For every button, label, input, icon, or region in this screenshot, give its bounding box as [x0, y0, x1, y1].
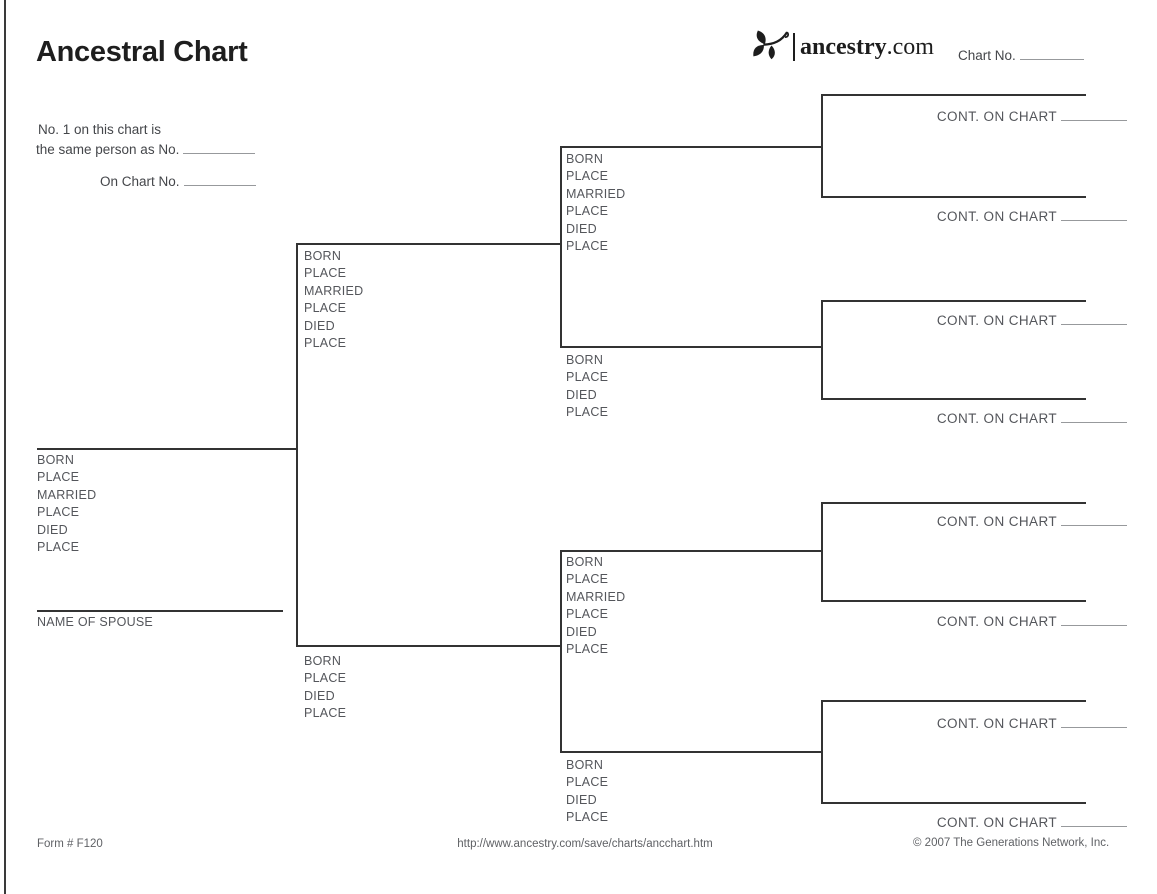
cont-on-chart-label-1: [890, 108, 1127, 124]
leaf-sprig-icon: [752, 28, 790, 66]
maternal-grandfather-name-line: [560, 550, 823, 552]
maternal-grandmother-name-line: [560, 751, 823, 753]
field-label: PLACE: [566, 810, 609, 825]
maternal-grandfather-field-labels: [566, 554, 625, 658]
cont-label-text: CONT. ON CHART: [936, 313, 1057, 328]
cont-label-text: CONT. ON CHART: [936, 514, 1057, 529]
logo-brand-text: ancestry: [800, 33, 887, 60]
cont-on-chart-label-4: [890, 410, 1127, 426]
field-label: PLACE: [566, 642, 609, 657]
field-label: BORN: [566, 152, 604, 166]
cont-chart-no-blank: [1061, 513, 1127, 526]
field-label: PLACE: [304, 671, 347, 686]
gen4-bracket1-vertical: [821, 94, 823, 198]
gen4-bracket4-vertical: [821, 700, 823, 804]
reference-line-2: [36, 141, 255, 157]
field-label: PLACE: [37, 470, 80, 485]
field-label: PLACE: [566, 405, 609, 420]
field-label: BORN: [37, 453, 75, 467]
paternal-grandfather-field-labels: [566, 151, 625, 255]
reference-line-2-text: the same person as No.: [36, 142, 180, 157]
person1-name-line: [37, 448, 297, 450]
great-grandparent5-name-line: [821, 502, 1086, 504]
footer-url: http://www.ancestry.com/save/charts/ancchart.htm: [457, 838, 713, 850]
page-title: Ancestral Chart: [36, 36, 248, 68]
father-field-labels: [304, 248, 363, 352]
field-label: PLACE: [566, 169, 609, 184]
cont-chart-no-blank: [1061, 312, 1127, 325]
chart-no-label: Chart No.: [958, 48, 1016, 63]
field-label: MARRIED: [566, 186, 626, 201]
field-label: DIED: [566, 221, 597, 236]
field-label: PLACE: [304, 706, 347, 721]
gen3-maternal-bracket-vertical: [560, 550, 562, 753]
cont-label-text: CONT. ON CHART: [936, 815, 1057, 830]
cont-chart-no-blank: [1061, 108, 1127, 121]
on-chart-no-blank: [184, 173, 256, 186]
cont-on-chart-label-8: [890, 814, 1127, 830]
cont-chart-no-blank: [1061, 208, 1127, 221]
field-label: PLACE: [304, 336, 347, 351]
reference-line-3-text: On Chart No.: [100, 174, 180, 189]
field-label: DIED: [304, 318, 335, 333]
cont-chart-no-blank: [1061, 410, 1127, 423]
field-label: MARRIED: [566, 589, 626, 604]
cont-label-text: CONT. ON CHART: [936, 614, 1057, 629]
spouse-label: NAME OF SPOUSE: [37, 615, 154, 629]
cont-chart-no-blank: [1061, 715, 1127, 728]
great-grandparent8-name-line: [821, 802, 1086, 804]
cont-on-chart-label-2: [890, 208, 1127, 224]
reference-line-1: No. 1 on this chart is: [38, 122, 162, 137]
gen4-bracket3-vertical: [821, 502, 823, 602]
great-grandparent6-name-line: [821, 600, 1086, 602]
paternal-grandmother-field-labels: [566, 352, 608, 422]
field-label: DIED: [566, 387, 597, 402]
cont-on-chart-label-6: [890, 613, 1127, 629]
cont-chart-no-blank: [1061, 613, 1127, 626]
field-label: PLACE: [566, 775, 609, 790]
field-label: DIED: [304, 688, 335, 703]
field-label: DIED: [566, 624, 597, 639]
gen2-bracket-vertical: [296, 243, 298, 647]
paternal-grandmother-name-line: [560, 346, 823, 348]
maternal-grandmother-field-labels: [566, 757, 608, 827]
form-number: Form # F120: [37, 838, 103, 850]
field-label: PLACE: [304, 266, 347, 281]
spouse-name-line: [37, 610, 283, 612]
gen4-bracket2-vertical: [821, 300, 823, 400]
field-label: BORN: [304, 654, 342, 668]
great-grandparent1-name-line: [821, 94, 1086, 96]
cont-label-text: CONT. ON CHART: [936, 209, 1057, 224]
field-label: PLACE: [566, 607, 609, 622]
cont-on-chart-label-5: [890, 513, 1127, 529]
cont-label-text: CONT. ON CHART: [936, 109, 1057, 124]
great-grandparent7-name-line: [821, 700, 1086, 702]
footer-copyright: © 2007 The Generations Network, Inc.: [913, 837, 1110, 849]
person1-field-labels: [37, 452, 96, 556]
field-label: BORN: [304, 249, 342, 263]
field-label: BORN: [566, 555, 604, 569]
chart-no-blank: [1020, 47, 1084, 60]
field-label: PLACE: [304, 301, 347, 316]
ancestry-logo: [752, 30, 934, 64]
mother-name-line: [296, 645, 562, 647]
great-grandparent3-name-line: [821, 300, 1086, 302]
cont-chart-no-blank: [1061, 814, 1127, 827]
great-grandparent4-name-line: [821, 398, 1086, 400]
field-label: PLACE: [37, 540, 80, 555]
field-label: PLACE: [37, 505, 80, 520]
paternal-grandfather-name-line: [560, 146, 823, 148]
mother-field-labels: [304, 653, 346, 723]
same-person-no-blank: [183, 141, 255, 154]
logo-tld-text: .com: [886, 33, 934, 60]
field-label: MARRIED: [37, 487, 97, 502]
cont-label-text: CONT. ON CHART: [936, 716, 1057, 731]
field-label: DIED: [37, 522, 68, 537]
field-label: DIED: [566, 792, 597, 807]
great-grandparent2-name-line: [821, 196, 1086, 198]
cont-on-chart-label-3: [890, 312, 1127, 328]
logo-divider: [793, 33, 795, 61]
field-label: PLACE: [566, 572, 609, 587]
cont-on-chart-label-7: [890, 715, 1127, 731]
field-label: MARRIED: [304, 283, 364, 298]
chart-no-field: [958, 47, 1084, 63]
field-label: PLACE: [566, 239, 609, 254]
reference-line-3: [100, 173, 256, 189]
page-left-edge: [4, 0, 6, 894]
field-label: PLACE: [566, 370, 609, 385]
cont-label-text: CONT. ON CHART: [936, 411, 1057, 426]
field-label: BORN: [566, 758, 604, 772]
field-label: BORN: [566, 353, 604, 367]
gen3-paternal-bracket-vertical: [560, 146, 562, 348]
field-label: PLACE: [566, 204, 609, 219]
father-name-line: [296, 243, 562, 245]
